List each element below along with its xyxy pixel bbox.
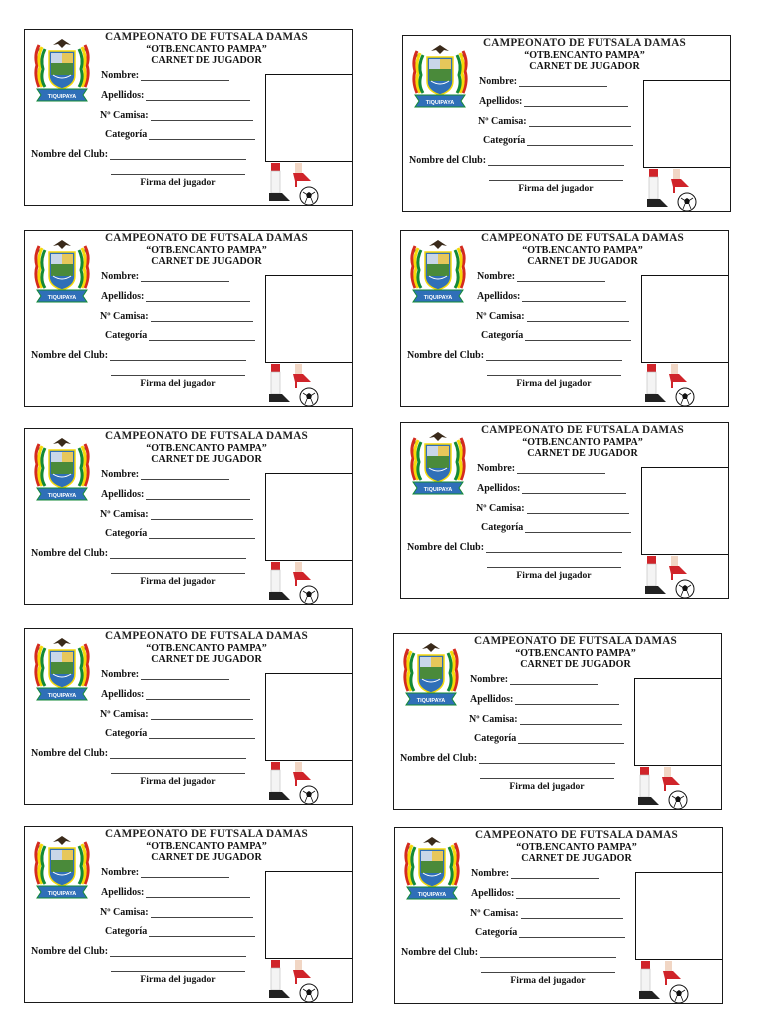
club-input-line[interactable] xyxy=(486,350,622,361)
championship-title: CAMPEONATO DE FUTSALA DAMAS xyxy=(105,828,308,840)
shirt-number-input-line[interactable] xyxy=(527,503,629,514)
surname-input-line[interactable] xyxy=(146,887,250,898)
category-label: Categoría xyxy=(483,135,526,146)
player-id-card-7 xyxy=(24,628,353,805)
signature-label: Firma del jugador xyxy=(140,776,216,787)
club-field xyxy=(401,947,616,958)
category-label: Categoría xyxy=(475,927,518,938)
surname-input-line[interactable] xyxy=(524,96,628,107)
club-input-line[interactable] xyxy=(110,548,246,559)
soccer-legs-ball-icon xyxy=(635,961,693,1004)
name-field xyxy=(479,76,607,87)
photo-box xyxy=(634,678,722,766)
name-label: Nombre: xyxy=(101,867,140,878)
club-label: Nombre del Club: xyxy=(31,350,109,361)
championship-title: CAMPEONATO DE FUTSALA DAMAS xyxy=(105,31,308,43)
name-input-line[interactable] xyxy=(517,463,605,474)
signature-line[interactable] xyxy=(111,375,245,376)
club-field xyxy=(31,548,246,559)
signature-label: Firma del jugador xyxy=(510,975,586,986)
category-label: Categoría xyxy=(105,129,148,140)
signature-line[interactable] xyxy=(111,174,245,175)
crest-ribbon-text: TIQUIPAYA xyxy=(47,891,77,897)
shirt-number-label: Nº Camisa: xyxy=(476,311,525,322)
surname-field xyxy=(101,291,250,302)
shirt-number-label: Nº Camisa: xyxy=(470,908,519,919)
shirt-number-label: Nº Camisa: xyxy=(100,110,149,121)
card-type-label: CARNET DE JUGADOR xyxy=(151,852,262,863)
club-label: Nombre del Club: xyxy=(409,155,487,166)
shirt-number-label: Nº Camisa: xyxy=(476,503,525,514)
club-input-line[interactable] xyxy=(110,149,246,160)
crest-ribbon-text: TIQUIPAYA xyxy=(416,698,446,704)
category-input-line[interactable] xyxy=(519,927,625,938)
shirt-number-field xyxy=(470,908,623,919)
name-label: Nombre: xyxy=(101,70,140,81)
surname-label: Apellidos: xyxy=(101,90,145,101)
photo-box xyxy=(641,275,729,363)
surname-input-line[interactable] xyxy=(522,291,626,302)
name-field xyxy=(477,463,605,474)
category-input-line[interactable] xyxy=(149,728,255,739)
signature-line[interactable] xyxy=(111,773,245,774)
category-field xyxy=(105,129,255,140)
club-field xyxy=(31,350,246,361)
championship-title: CAMPEONATO DE FUTSALA DAMAS xyxy=(481,424,684,436)
photo-box xyxy=(643,80,731,168)
shirt-number-field xyxy=(469,714,622,725)
player-id-card-9 xyxy=(24,826,353,1003)
photo-box xyxy=(265,673,353,761)
shirt-number-label: Nº Camisa: xyxy=(100,709,149,720)
player-id-card-4 xyxy=(400,230,729,407)
club-input-line[interactable] xyxy=(486,542,622,553)
signature-label: Firma del jugador xyxy=(516,570,592,581)
player-id-card-10 xyxy=(394,827,723,1004)
crest-ribbon-text: TIQUIPAYA xyxy=(423,487,453,493)
name-field xyxy=(101,669,229,680)
club-input-line[interactable] xyxy=(480,947,616,958)
championship-title: CAMPEONATO DE FUTSALA DAMAS xyxy=(105,630,308,642)
category-field xyxy=(105,528,255,539)
player-id-card-5 xyxy=(24,428,353,605)
name-field xyxy=(477,271,605,282)
championship-title: CAMPEONATO DE FUTSALA DAMAS xyxy=(475,829,678,841)
championship-title: CAMPEONATO DE FUTSALA DAMAS xyxy=(474,635,677,647)
shirt-number-field xyxy=(100,709,253,720)
signature-label: Firma del jugador xyxy=(516,378,592,389)
crest-ribbon-text: TIQUIPAYA xyxy=(47,295,77,301)
card-type-label: CARNET DE JUGADOR xyxy=(521,853,632,864)
surname-label: Apellidos: xyxy=(101,489,145,500)
shirt-number-input-line[interactable] xyxy=(520,714,622,725)
signature-label: Firma del jugador xyxy=(518,183,594,194)
club-label: Nombre del Club: xyxy=(401,947,479,958)
photo-box xyxy=(635,872,723,960)
club-field xyxy=(31,149,246,160)
name-label: Nombre: xyxy=(101,669,140,680)
shirt-number-label: Nº Camisa: xyxy=(100,311,149,322)
surname-input-line[interactable] xyxy=(146,291,250,302)
category-field xyxy=(481,330,631,341)
category-input-line[interactable] xyxy=(149,926,255,937)
signature-line[interactable] xyxy=(487,567,621,568)
shirt-number-input-line[interactable] xyxy=(151,509,253,520)
category-label: Categoría xyxy=(481,522,524,533)
name-field xyxy=(470,674,598,685)
club-label: Nombre del Club: xyxy=(31,548,109,559)
signature-label: Firma del jugador xyxy=(509,781,585,792)
surname-field xyxy=(477,483,626,494)
photo-box xyxy=(265,74,353,162)
shirt-number-label: Nº Camisa: xyxy=(100,509,149,520)
name-label: Nombre: xyxy=(479,76,518,87)
signature-line[interactable] xyxy=(481,972,615,973)
organization-subtitle: “OTB.ENCANTO PAMPA” xyxy=(515,648,636,659)
shirt-number-field xyxy=(100,509,253,520)
shirt-number-label: Nº Camisa: xyxy=(100,907,149,918)
surname-label: Apellidos: xyxy=(479,96,523,107)
surname-label: Apellidos: xyxy=(101,291,145,302)
organization-subtitle: “OTB.ENCANTO PAMPA” xyxy=(522,245,643,256)
soccer-legs-ball-icon xyxy=(643,169,701,212)
name-input-line[interactable] xyxy=(141,669,229,680)
card-type-label: CARNET DE JUGADOR xyxy=(151,654,262,665)
surname-input-line[interactable] xyxy=(515,694,619,705)
surname-label: Apellidos: xyxy=(477,483,521,494)
surname-field xyxy=(101,689,250,700)
crest-ribbon-text: TIQUIPAYA xyxy=(47,493,77,499)
name-input-line[interactable] xyxy=(141,271,229,282)
signature-label: Firma del jugador xyxy=(140,177,216,188)
category-input-line[interactable] xyxy=(149,330,255,341)
club-field xyxy=(407,542,622,553)
name-input-line[interactable] xyxy=(517,271,605,282)
name-input-line[interactable] xyxy=(519,76,607,87)
category-field xyxy=(483,135,633,146)
shirt-number-field xyxy=(478,116,631,127)
card-type-label: CARNET DE JUGADOR xyxy=(151,454,262,465)
surname-field xyxy=(101,887,250,898)
soccer-legs-ball-icon xyxy=(265,364,323,407)
soccer-legs-ball-icon xyxy=(641,556,699,599)
club-input-line[interactable] xyxy=(110,946,246,957)
soccer-legs-ball-icon xyxy=(265,960,323,1003)
soccer-legs-ball-icon xyxy=(265,762,323,805)
signature-label: Firma del jugador xyxy=(140,974,216,985)
name-label: Nombre: xyxy=(101,469,140,480)
club-label: Nombre del Club: xyxy=(31,946,109,957)
card-type-label: CARNET DE JUGADOR xyxy=(527,256,638,267)
organization-subtitle: “OTB.ENCANTO PAMPA” xyxy=(146,443,267,454)
championship-title: CAMPEONATO DE FUTSALA DAMAS xyxy=(105,232,308,244)
name-field xyxy=(471,868,599,879)
category-input-line[interactable] xyxy=(525,330,631,341)
category-field xyxy=(105,330,255,341)
signature-line[interactable] xyxy=(111,971,245,972)
shirt-number-field xyxy=(100,311,253,322)
surname-field xyxy=(477,291,626,302)
player-id-card-3 xyxy=(24,230,353,407)
championship-title: CAMPEONATO DE FUTSALA DAMAS xyxy=(483,37,686,49)
surname-input-line[interactable] xyxy=(516,888,620,899)
surname-field xyxy=(471,888,620,899)
shirt-number-field xyxy=(100,110,253,121)
surname-label: Apellidos: xyxy=(477,291,521,302)
crest-ribbon-text: TIQUIPAYA xyxy=(47,693,77,699)
surname-field xyxy=(479,96,628,107)
soccer-legs-ball-icon xyxy=(634,767,692,810)
club-field xyxy=(31,748,246,759)
category-field xyxy=(481,522,631,533)
category-input-line[interactable] xyxy=(525,522,631,533)
club-label: Nombre del Club: xyxy=(407,542,485,553)
category-label: Categoría xyxy=(474,733,517,744)
name-label: Nombre: xyxy=(470,674,509,685)
name-input-line[interactable] xyxy=(141,867,229,878)
shirt-number-input-line[interactable] xyxy=(151,907,253,918)
signature-line[interactable] xyxy=(489,180,623,181)
championship-title: CAMPEONATO DE FUTSALA DAMAS xyxy=(481,232,684,244)
player-id-card-1 xyxy=(24,29,353,206)
category-label: Categoría xyxy=(481,330,524,341)
surname-label: Apellidos: xyxy=(471,888,515,899)
category-field xyxy=(474,733,624,744)
surname-label: Apellidos: xyxy=(101,887,145,898)
name-label: Nombre: xyxy=(101,271,140,282)
surname-label: Apellidos: xyxy=(470,694,514,705)
shirt-number-input-line[interactable] xyxy=(151,311,253,322)
shirt-number-input-line[interactable] xyxy=(529,116,631,127)
soccer-legs-ball-icon xyxy=(265,163,323,206)
shirt-number-input-line[interactable] xyxy=(151,110,253,121)
club-field xyxy=(31,946,246,957)
club-input-line[interactable] xyxy=(488,155,624,166)
photo-box xyxy=(265,871,353,959)
organization-subtitle: “OTB.ENCANTO PAMPA” xyxy=(522,437,643,448)
signature-line[interactable] xyxy=(111,573,245,574)
shirt-number-field xyxy=(476,503,629,514)
name-input-line[interactable] xyxy=(141,469,229,480)
category-field xyxy=(105,926,255,937)
club-label: Nombre del Club: xyxy=(31,748,109,759)
soccer-legs-ball-icon xyxy=(265,562,323,605)
surname-field xyxy=(101,489,250,500)
player-id-card-8 xyxy=(393,633,722,810)
crest-ribbon-text: TIQUIPAYA xyxy=(423,295,453,301)
club-label: Nombre del Club: xyxy=(407,350,485,361)
club-input-line[interactable] xyxy=(110,350,246,361)
photo-box xyxy=(265,473,353,561)
soccer-legs-ball-icon xyxy=(641,364,699,407)
signature-line[interactable] xyxy=(487,375,621,376)
surname-input-line[interactable] xyxy=(146,689,250,700)
category-input-line[interactable] xyxy=(518,733,624,744)
championship-title: CAMPEONATO DE FUTSALA DAMAS xyxy=(105,430,308,442)
shirt-number-input-line[interactable] xyxy=(521,908,623,919)
club-field xyxy=(409,155,624,166)
club-input-line[interactable] xyxy=(110,748,246,759)
name-field xyxy=(101,469,229,480)
club-field xyxy=(407,350,622,361)
crest-ribbon-text: TIQUIPAYA xyxy=(425,100,455,106)
name-input-line[interactable] xyxy=(511,868,599,879)
category-label: Categoría xyxy=(105,528,148,539)
category-field xyxy=(105,728,255,739)
surname-input-line[interactable] xyxy=(146,489,250,500)
category-label: Categoría xyxy=(105,330,148,341)
crest-ribbon-text: TIQUIPAYA xyxy=(47,94,77,100)
photo-box xyxy=(641,467,729,555)
category-input-line[interactable] xyxy=(527,135,633,146)
card-type-label: CARNET DE JUGADOR xyxy=(151,55,262,66)
shirt-number-field xyxy=(100,907,253,918)
card-type-label: CARNET DE JUGADOR xyxy=(529,61,640,72)
surname-input-line[interactable] xyxy=(146,90,250,101)
surname-field xyxy=(101,90,250,101)
organization-subtitle: “OTB.ENCANTO PAMPA” xyxy=(146,643,267,654)
player-id-card-2 xyxy=(402,35,731,212)
shirt-number-field xyxy=(476,311,629,322)
organization-subtitle: “OTB.ENCANTO PAMPA” xyxy=(146,841,267,852)
signature-line[interactable] xyxy=(480,778,614,779)
club-input-line[interactable] xyxy=(479,753,615,764)
category-field xyxy=(475,927,625,938)
surname-field xyxy=(470,694,619,705)
organization-subtitle: “OTB.ENCANTO PAMPA” xyxy=(524,50,645,61)
club-label: Nombre del Club: xyxy=(400,753,478,764)
name-field xyxy=(101,271,229,282)
name-field xyxy=(101,867,229,878)
club-label: Nombre del Club: xyxy=(31,149,109,160)
organization-subtitle: “OTB.ENCANTO PAMPA” xyxy=(516,842,637,853)
shirt-number-label: Nº Camisa: xyxy=(478,116,527,127)
organization-subtitle: “OTB.ENCANTO PAMPA” xyxy=(146,44,267,55)
surname-input-line[interactable] xyxy=(522,483,626,494)
photo-box xyxy=(265,275,353,363)
signature-label: Firma del jugador xyxy=(140,576,216,587)
shirt-number-label: Nº Camisa: xyxy=(469,714,518,725)
club-field xyxy=(400,753,615,764)
name-input-line[interactable] xyxy=(510,674,598,685)
name-label: Nombre: xyxy=(477,271,516,282)
name-label: Nombre: xyxy=(477,463,516,474)
category-input-line[interactable] xyxy=(149,528,255,539)
surname-label: Apellidos: xyxy=(101,689,145,700)
signature-label: Firma del jugador xyxy=(140,378,216,389)
card-type-label: CARNET DE JUGADOR xyxy=(527,448,638,459)
category-input-line[interactable] xyxy=(149,129,255,140)
category-label: Categoría xyxy=(105,926,148,937)
name-label: Nombre: xyxy=(471,868,510,879)
card-type-label: CARNET DE JUGADOR xyxy=(151,256,262,267)
player-id-card-6 xyxy=(400,422,729,599)
crest-ribbon-text: TIQUIPAYA xyxy=(417,892,447,898)
name-input-line[interactable] xyxy=(141,70,229,81)
shirt-number-input-line[interactable] xyxy=(151,709,253,720)
name-field xyxy=(101,70,229,81)
organization-subtitle: “OTB.ENCANTO PAMPA” xyxy=(146,245,267,256)
category-label: Categoría xyxy=(105,728,148,739)
card-type-label: CARNET DE JUGADOR xyxy=(520,659,631,670)
shirt-number-input-line[interactable] xyxy=(527,311,629,322)
